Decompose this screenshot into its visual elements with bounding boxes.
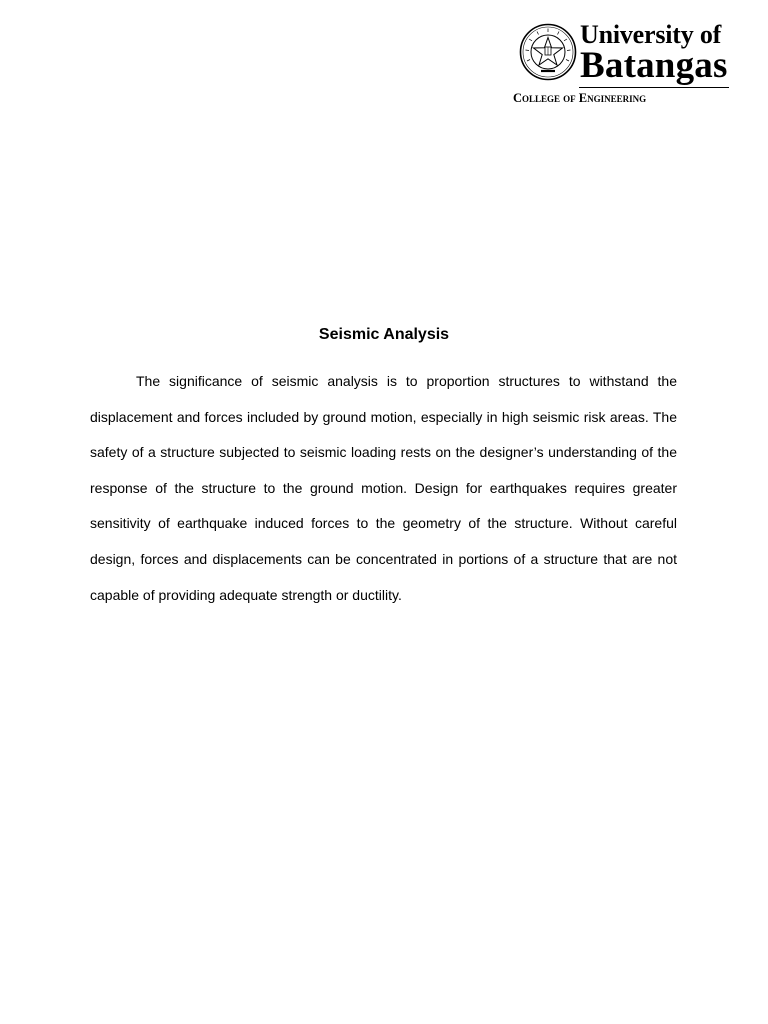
university-name-line1: University of	[580, 20, 722, 49]
document-title: Seismic Analysis	[318, 326, 450, 343]
university-seal-icon	[519, 23, 577, 81]
letterhead	[0, 0, 768, 110]
college-name: College of Engineering	[513, 91, 647, 105]
letterhead-divider	[579, 87, 729, 88]
body-paragraph: The significance of seismic analysis is to proportion structures to withstand the displacement and forces included by ground motion, especially in high seismic risk areas. The safety of a structure subjected to seismic loading rests on the designer’s understanding of the response of the structure to the ground motion. Design for earthquakes requires greater sensitivity of earthquake induced forces to the geometry of the structure. Without careful design, forces and displacements can be concentrated in portions of a structure that are not capable of providing adequate strength or ductility.	[90, 373, 677, 603]
university-name-line2: Batangas	[580, 45, 728, 86]
